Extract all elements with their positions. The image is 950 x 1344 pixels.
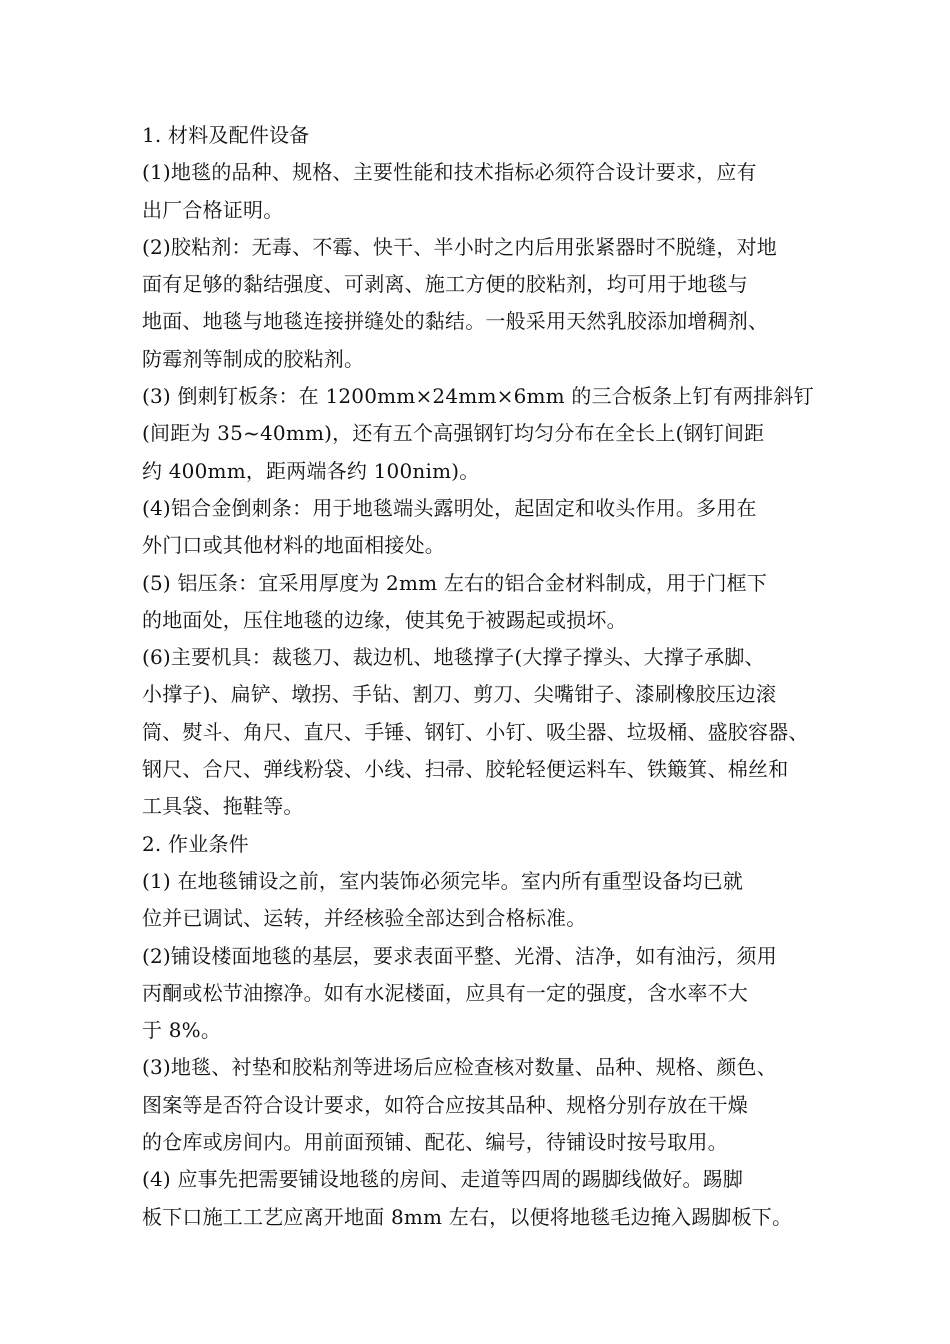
paragraph-adhesive [142,229,832,378]
text-line: (6)主要机具：裁毯刀、裁边机、地毯撑子(大撑子撑头、大撑子承脚、 [142,645,765,670]
paragraph-aluminum-press-strip [142,565,832,640]
text-line: 出厂合格证明。 [142,197,284,222]
text-line: (间距为 35~40mm)，还有五个高强钢钉均匀分布在全长上(钢钉间距 [142,421,765,446]
text-line: 的仓库或房间内。用前面预铺、配花、编号，待铺设时按号取用。 [142,1130,728,1155]
text-line: 面有足够的黏结强度、可剥离、施工方便的胶粘剂，均可用于地毯与 [142,272,748,297]
text-line: 地面、地毯与地毯连接拼缝处的黏结。一般采用天然乳胶添加增稠剂、 [142,309,769,334]
text-line: 位并已调试、运转，并经核验全部达到合格标准。 [142,906,587,931]
text-line: 丙酮或松节油擦净。如有水泥楼面，应具有一定的强度，含水率不大 [142,980,748,1005]
paragraph-tack-strip [142,378,832,490]
paragraph-tools [142,639,832,825]
paragraph-base-layer [142,938,832,1050]
text-line: (3) 倒刺钉板条：在 1200mm×24mm×6mm 的三合板条上钉有两排斜钉 [142,384,814,409]
document-body [142,117,832,1236]
text-line: 筒、熨斗、角尺、直尺、手锤、钢钉、小钉、吸尘器、垃圾桶、盛胶容器、 [142,719,809,744]
paragraph-aluminum-barb-strip [142,490,832,565]
text-line: (3)地毯、衬垫和胶粘剂等进场后应检查核对数量、品种、规格、颜色、 [142,1055,777,1080]
text-line: 图案等是否符合设计要求，如符合应按其品种、规格分别存放在干燥 [142,1092,748,1117]
text-line: 的地面处，压住地毯的边缘，使其免于被踢起或损坏。 [142,607,627,632]
text-line: (5) 铝压条：宜采用厚度为 2mm 左右的铝合金材料制成，用于门框下 [142,570,768,595]
text-line: 小撑子)、扁铲、墩拐、手钻、割刀、剪刀、尖嘴钳子、漆刷橡胶压边滚 [142,682,777,707]
text-line: (4) 应事先把需要铺设地毯的房间、走道等四周的踢脚线做好。踢脚 [142,1167,744,1192]
section-heading-materials: 1. 材料及配件设备 [142,123,310,147]
text-line: (2)胶粘剂：无毒、不霉、快干、半小时之内后用张紧器时不脱缝，对地 [142,234,777,259]
text-line: (4)铝合金倒刺条：用于地毯端头露明处，起固定和收头作用。多用在 [142,495,757,520]
paragraph-skirting [142,1161,832,1236]
paragraph-carpet-spec [142,154,832,229]
section-heading-conditions: 2. 作业条件 [142,831,249,856]
text-line: 防霉剂等制成的胶粘剂。 [142,346,365,371]
text-line: 工具袋、拖鞋等。 [142,794,304,819]
text-line: 板下口施工工艺应离开地面 8mm 左右，以便将地毯毛边掩入踢脚板下。 [142,1204,793,1229]
text-line: 外门口或其他材料的地面相接处。 [142,533,445,558]
text-line: 钢尺、合尺、弹线粉袋、小线、扫帚、胶轮轻便运料车、铁簸箕、棉丝和 [142,757,789,782]
text-line: (1) 在地毯铺设之前，室内装饰必须完毕。室内所有重型设备均已就 [142,868,744,893]
text-line: 于 8%。 [142,1018,222,1043]
paragraph-material-check [142,1049,832,1161]
text-line: (1)地毯的品种、规格、主要性能和技术指标必须符合设计要求，应有 [142,160,757,185]
text-line: 约 400mm，距两端各约 100nim)。 [142,458,480,483]
paragraph-interior-finish [142,863,832,938]
text-line: (2)铺设楼面地毯的基层，要求表面平整、光滑、洁净，如有油污，须用 [142,943,777,968]
